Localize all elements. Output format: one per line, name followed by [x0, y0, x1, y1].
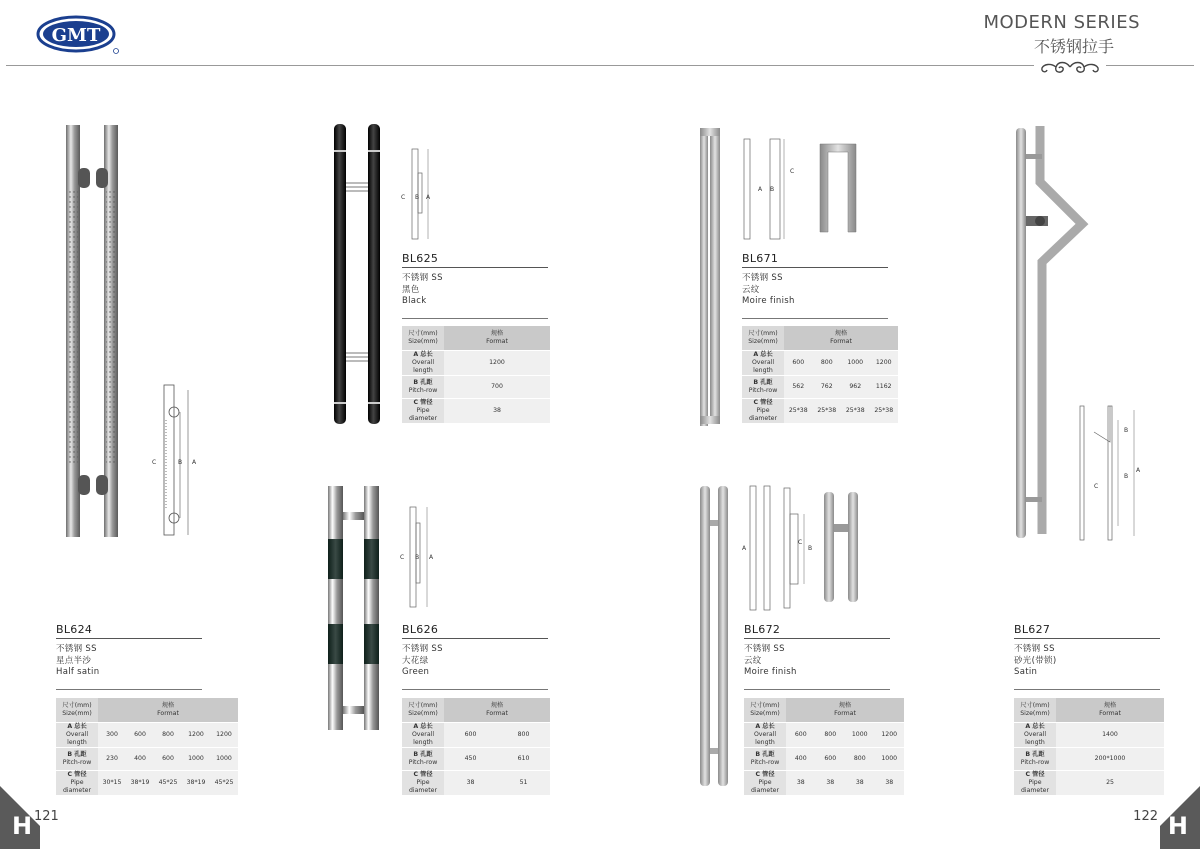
finish-en: Satin: [1014, 667, 1038, 677]
bl625-photo: [328, 120, 388, 425]
finish-en: Moire finish: [744, 667, 797, 677]
page-number-right: 122: [1133, 809, 1158, 824]
material: 不锈钢 SS: [742, 273, 783, 283]
page-number-left: 121: [34, 809, 59, 824]
bl625-diagram: [398, 145, 443, 245]
svg-text:C: C: [400, 554, 405, 561]
table-row: C 管径 Pipe diameter 38: [402, 399, 550, 423]
finish-en: Moire finish: [742, 296, 795, 306]
product-code: BL625: [402, 252, 439, 265]
bl626-info: [402, 623, 548, 679]
table-row: B 孔距 Pitch-row 200*1000: [1014, 748, 1164, 770]
svg-text:A: A: [742, 545, 747, 552]
svg-text:B: B: [178, 459, 183, 466]
bl627-spec-table: 尺寸(mm) Size(mm) 规格 Format A 总长 Overall length 1400 B 孔距 Pitch-row 200*1000 C 管径 Pipe diameter 25: [1014, 697, 1164, 796]
svg-text:B: B: [1124, 473, 1129, 480]
ornament-icon: [1034, 58, 1106, 76]
bl672-photo: [696, 484, 736, 789]
material: 不锈钢 SS: [744, 644, 785, 654]
bl672-info: [744, 623, 890, 679]
bl672-diagram: [738, 484, 820, 612]
svg-text:C: C: [1094, 483, 1099, 490]
header-divider: [6, 65, 1194, 66]
svg-text:A: A: [429, 554, 434, 561]
table-row: B 孔距 Pitch-row 562 762 962 1162: [742, 376, 898, 398]
gmt-logo: [36, 14, 122, 58]
product-code: BL626: [402, 623, 439, 636]
bl672-side-photo: [820, 490, 864, 605]
svg-text:B: B: [808, 545, 813, 552]
svg-text:A: A: [192, 459, 197, 466]
section-letter-right: H: [1167, 812, 1188, 840]
bl671-photo: [696, 124, 726, 428]
section-letter-left: H: [12, 812, 33, 840]
table-row: A 总长 Overall length 1200: [402, 351, 550, 375]
svg-text:C: C: [152, 459, 157, 466]
svg-text:A: A: [1136, 467, 1141, 474]
svg-text:B: B: [415, 194, 420, 201]
svg-text:B: B: [1124, 427, 1129, 434]
bl625-spec-table: 尺寸(mm) Size(mm) 规格 Format A 总长 Overall length 1200 B 孔距 Pitch-row 700 C 管径 Pipe diameter 38: [402, 325, 550, 424]
table-row: C 管径 Pipe diameter 25*38 25*38 25*38 25*38: [742, 399, 898, 423]
finish-cn: 星点半沙: [56, 655, 92, 666]
material: 不锈钢 SS: [56, 644, 97, 654]
table-row: C 管径 Pipe diameter 38 51: [402, 771, 550, 795]
product-code: BL672: [744, 623, 781, 636]
svg-text:B: B: [415, 554, 420, 561]
finish-cn: 大花绿: [402, 655, 429, 666]
table-row: A 总长 Overall length 1400: [1014, 723, 1164, 747]
bl624-spec-table: 尺寸(mm) Size(mm) 规格 Format A 总长 Overall length 300 600 800 1200 1200 B 孔距 Pitch-row 230 400 600 1000 1000 C 管径 Pipe diameter 30*15 38*19 45*25 38*19 45*25: [56, 697, 238, 796]
finish-en: Green: [402, 667, 430, 677]
table-row: B 孔距 Pitch-row 400 600 800 1000: [744, 748, 904, 770]
bl671-info: [742, 252, 888, 308]
table-row: C 管径 Pipe diameter 38 38 38 38: [744, 771, 904, 795]
table-row: B 孔距 Pitch-row 700: [402, 376, 550, 398]
finish-cn: 云纹: [742, 284, 760, 295]
product-code: BL627: [1014, 623, 1051, 636]
svg-text:A: A: [758, 186, 763, 193]
table-row: C 管径 Pipe diameter 30*15 38*19 45*25 38*19 45*25: [56, 771, 238, 795]
svg-text:A: A: [426, 194, 431, 201]
finish-cn: 砂光(带锁): [1014, 655, 1057, 666]
bl624-info: [56, 623, 202, 679]
product-code: BL671: [742, 252, 779, 265]
series-title: MODERN SERIES: [983, 12, 1140, 33]
material: 不锈钢 SS: [1014, 644, 1055, 654]
material: 不锈钢 SS: [402, 273, 443, 283]
logo-text: GMT: [51, 25, 101, 46]
bl625-info: [402, 252, 548, 308]
series-subtitle: 不锈钢拉手: [1033, 37, 1114, 56]
table-row: A 总长 Overall length 600 800 1000 1200: [742, 351, 898, 375]
bl626-diagram: [398, 505, 443, 610]
bl671-side-photo: [816, 140, 860, 235]
finish-en: Half satin: [56, 667, 100, 677]
table-row: A 总长 Overall length 600 800: [402, 723, 550, 747]
bl624-diagram: [150, 380, 210, 545]
svg-text:C: C: [798, 539, 803, 546]
svg-text:B: B: [770, 186, 775, 193]
bl627-info: [1014, 623, 1160, 679]
bl671-diagram: [738, 135, 804, 245]
table-row: B 孔距 Pitch-row 230 400 600 1000 1000: [56, 748, 238, 770]
table-row: A 总长 Overall length 300 600 800 1200 1200: [56, 723, 238, 747]
product-code: BL624: [56, 623, 93, 636]
finish-cn: 云纹: [744, 655, 762, 666]
svg-text:C: C: [401, 194, 406, 201]
table-row: C 管径 Pipe diameter 25: [1014, 771, 1164, 795]
bl626-photo: [322, 484, 387, 732]
bl626-spec-table: 尺寸(mm) Size(mm) 规格 Format A 总长 Overall length 600 800 B 孔距 Pitch-row 450 610 C 管径 Pipe diameter 38 51: [402, 697, 550, 796]
table-row: A 总长 Overall length 600 800 1000 1200: [744, 723, 904, 747]
bl627-diagram: [1072, 402, 1152, 544]
bl671-spec-table: 尺寸(mm) Size(mm) 规格 Format A 总长 Overall length 600 800 1000 1200 B 孔距 Pitch-row 562 762 962 1162 C 管径 Pipe diameter 25*38 25*38 25*38 25*38: [742, 325, 898, 424]
material: 不锈钢 SS: [402, 644, 443, 654]
finish-en: Black: [402, 296, 427, 306]
svg-text:C: C: [790, 168, 795, 175]
bl672-spec-table: 尺寸(mm) Size(mm) 规格 Format A 总长 Overall length 600 800 1000 1200 B 孔距 Pitch-row 400 600 800 1000 C 管径 Pipe diameter 38 38 38 38: [744, 697, 904, 796]
table-row: B 孔距 Pitch-row 450 610: [402, 748, 550, 770]
finish-cn: 黑色: [402, 284, 420, 295]
